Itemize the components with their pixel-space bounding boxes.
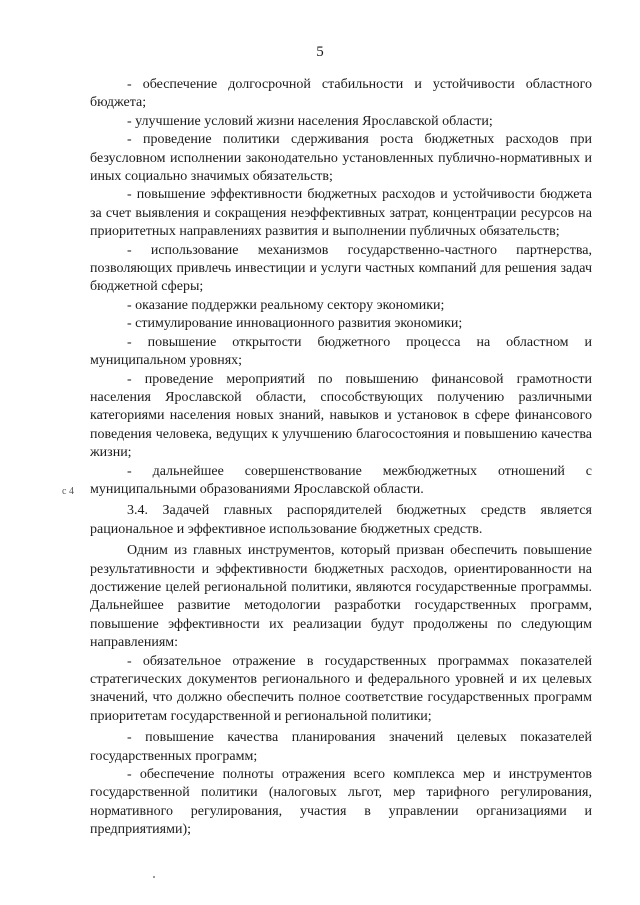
list-item: - проведение мероприятий по повышению финансовой грамотности населения Ярославской области, способствующих получению различными категориями населения новых знаний, навыков и установок в сфере финансового поведения человека, ведущих к улучшению благосостояния и повышению качества жизни; (90, 371, 592, 461)
list-item: - проведение политики сдерживания роста бюджетных расходов при безусловном исполнении законодательно установленных публично-нормативных и иных социально значимых обязательств; (90, 132, 592, 185)
list-item: - оказание поддержки реальному сектору экономики; (127, 297, 445, 313)
list-item: - обеспечение долгосрочной стабильности и устойчивости областного бюджета; (90, 77, 592, 111)
list-item: - дальнейшее совершенствование межбюджетных отношений с муниципальными образованиями Ярославской области. (90, 463, 592, 497)
list-item: - повышение эффективности бюджетных расходов и устойчивости бюджета за счет выявления и сокращения неэффективных затрат, концентрации ресурсов на приоритетных направлениях развития и выполнении публичных обязательств; (90, 187, 592, 240)
list-item: - повышение открытости бюджетного процесса на областном и муниципальном уровнях; (90, 334, 592, 369)
list-item: - повышение качества планирования значений целевых показателей государственных программ; (90, 730, 592, 764)
list-item: - обязательное отражение в государственных программах показателей стратегических документов регионального и федерального уровней и их целевых значений, что должно обеспечить полное соответствие государственных программ приоритетам государственной и региональной политики; (90, 653, 592, 724)
document-body (90, 76, 592, 840)
list-item: - обеспечение полноты отражения всего комплекса мер и инструментов государственной политики (налоговых льгот, мер тарифного регулирования, нормативного регулирования, участия в управлении организациями и предприятиями); (90, 767, 592, 838)
list-item: - улучшение условий жизни населения Ярославской области; (127, 113, 493, 129)
paragraph-state-programs: Одним из главных инструментов, который призван обеспечить повышение результативности и эффективности бюджетных расходов, ориентированности на достижение целей региональной политики, являются государственные программы. Дальнейшее развитие методологии разработки государственных программ, повышение эффективности их реализации будут продолжены по следующим направлениям: (90, 543, 592, 651)
margin-mark: с 4 (62, 486, 74, 497)
section-paragraph-3-4: 3.4. Задачей главных распорядителей бюджетных средств является рациональное и эффективное использование бюджетных средств. (90, 503, 592, 537)
scan-speck (153, 876, 155, 878)
list-item: - стимулирование инновационного развития экономики; (127, 316, 463, 332)
page-number: 5 (316, 44, 324, 60)
list-item: - использование механизмов государственно-частного партнерства, позволяющих привлечь инвестиции и услуги частных компаний для решения задач бюджетной сферы; (90, 242, 592, 295)
